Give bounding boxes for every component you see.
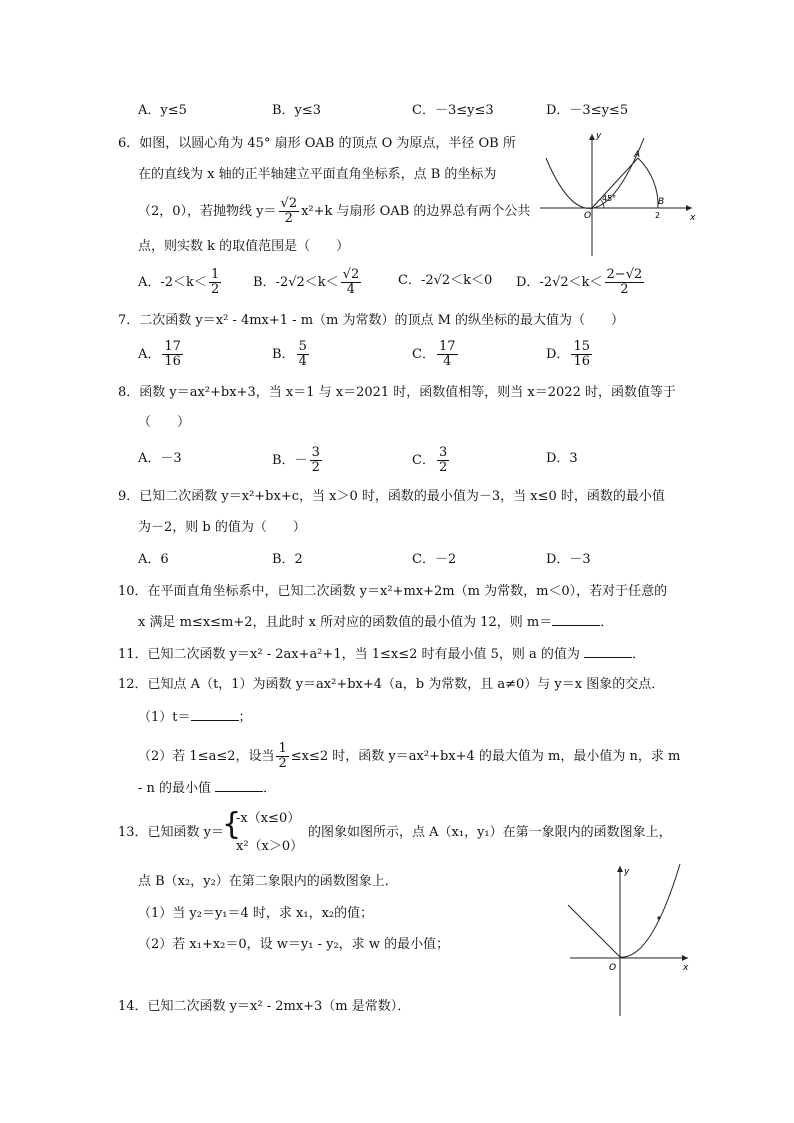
q7-option-a	[138, 340, 185, 369]
q6-option-d-num: 2−√2	[606, 267, 643, 282]
q12-part1-text: （1）t＝	[138, 710, 191, 725]
q8-option-b-text: B．－	[272, 453, 308, 468]
q6-option-d	[516, 268, 646, 297]
q7-option-d-den: 16	[573, 354, 590, 369]
q11-text: 11．已知二次函数 y＝x² - 2ax+a²+1，当 1≤x≤2 时有最小值 5，则 a 的值为 ．	[118, 647, 646, 662]
q12-part2-pre: （2）若 1≤a≤2，设当	[138, 749, 275, 764]
q13-part1: （1）当 y₂＝y₁＝4 时，求 x₁，x₂的值；	[138, 906, 374, 921]
q6-fig-two-label: 2	[655, 211, 661, 220]
q13-pre: 13．已知函数 y＝	[118, 825, 225, 840]
q7-option-a-num: 17	[164, 339, 181, 354]
q7-option-b-num: 5	[298, 339, 307, 354]
q6-option-d-text: D．-2√2＜k＜	[516, 275, 603, 290]
q5-option-c: C．－3≤y≤3	[412, 103, 494, 118]
q13-fig-y-label: y	[624, 867, 630, 877]
q6-option-b	[253, 268, 363, 297]
q6-line4: 点，则实数 k 的取值范围是（ ）	[138, 239, 350, 254]
q7-option-c-fraction	[437, 340, 458, 369]
q8-option-c-den: 2	[438, 460, 448, 475]
q8-option-b-fraction	[310, 446, 322, 475]
q9-line1: 9．已知二次函数 y＝x²+bx+c，当 x＞0 时，函数的最小值为－3，当 x≤0 时，函数的最小值	[118, 489, 665, 504]
q6-option-a-fraction	[209, 268, 221, 297]
q8-option-c-fraction	[437, 446, 449, 475]
q6-option-c: C．-2√2＜k＜0	[398, 273, 493, 288]
q11-text-body: 11．已知二次函数 y＝x² - 2ax+a²+1，当 1≤x≤2 时有最小值 5，则 a 的值为	[118, 647, 580, 662]
q9-option-d: D．－3	[546, 552, 591, 567]
q8-line1: 8．函数 y＝ax²+bx+3，当 x＝1 与 x＝2021 时，函数值相等，则当 x＝2022 时，函数值等于	[118, 385, 676, 400]
q5-option-d: D．－3≤y≤5	[546, 103, 629, 118]
q7-option-b-fraction	[297, 340, 309, 369]
q6-line3-pre: （2，0），若抛物线 y＝	[138, 204, 277, 219]
q6-option-b-fraction	[341, 268, 362, 297]
q12-part2-blank[interactable]	[215, 779, 263, 792]
q7-option-b-text: B．	[272, 347, 295, 362]
q6-fig-o-label: O	[584, 211, 592, 221]
q6-line1: 6．如图，以圆心角为 45° 扇形 OAB 的顶点 O 为原点，半径 OB 所	[118, 136, 516, 151]
q6-option-d-fraction	[605, 268, 645, 297]
q6-option-a-den: 2	[210, 282, 220, 297]
q8-option-d: D．3	[546, 451, 578, 466]
q9-option-b: B．2	[272, 552, 303, 567]
q7-option-a-fraction	[162, 340, 183, 369]
q13-figure	[566, 860, 696, 1020]
q7-option-a-den: 16	[164, 354, 181, 369]
q6-fig-angle-label: 45°	[602, 194, 617, 203]
q13-post: 的图象如图所示，点 A（x₁，y₁）在第一象限内的函数图象上，	[308, 825, 672, 840]
q9-line2: 为－2，则 b 的值为（ ）	[138, 520, 306, 535]
q12-part2-line2-text: - n 的最小值	[138, 781, 212, 796]
q6-coef-fraction: $\frac{√2}{2}$	[280, 196, 298, 226]
q12-part2-num: 1	[278, 741, 287, 756]
q7-option-b	[272, 340, 311, 369]
q7-option-a-text: A．	[138, 347, 161, 362]
q6-line3	[138, 197, 530, 226]
q13-part2: （2）若 x₁+x₂＝0，设 w＝y₁ - y₂，求 w 的最小值；	[138, 937, 450, 952]
q7-option-d-text: D．	[546, 347, 570, 362]
q5-option-a: A．y≤5	[138, 103, 187, 118]
q6-option-a	[138, 268, 223, 297]
q7-option-c-text: C．	[412, 347, 435, 362]
q8-option-b	[272, 446, 324, 475]
q10-answer-blank[interactable]	[552, 613, 600, 626]
q12-part2	[138, 742, 680, 771]
q8-option-a: A．－3	[138, 451, 182, 466]
q6-line2: 在的直线为 x 轴的正半轴建立平面直角坐标系，点 B 的坐标为	[138, 167, 497, 182]
q12-line1: 12．已知点 A（t，1）为函数 y＝ax²+bx+4（a，b 为常数，且 a≠0）与 y＝x 图象的交点．	[118, 677, 665, 692]
q7-option-c-den: 4	[443, 354, 452, 369]
q12-part1: （1）t＝ ；	[138, 710, 252, 725]
q6-option-a-num: 1	[210, 267, 220, 282]
q9-option-c: C．－2	[412, 552, 457, 567]
q12-part2-line2: - n 的最小值 ．	[138, 781, 277, 796]
q6-line3-post: x²+k 与扇形 OAB 的边界总有两个公共	[301, 204, 531, 219]
q13-fig-x-label: x	[683, 963, 689, 973]
q7-text: 7．二次函数 y＝x² - 4mx+1 - m（m 为常数）的顶点 M 的纵坐标的最大值为（ ）	[118, 313, 625, 328]
q6-option-b-num: √2	[342, 267, 360, 282]
q6-figure	[540, 128, 700, 263]
q10-line1: 10．在平面直角坐标系中，已知二次函数 y＝x²+mx+2m（m 为常数，m＜0），若对于任意的	[118, 584, 668, 599]
q12-part2-den: 2	[278, 756, 287, 771]
q12-part1-blank[interactable]	[191, 708, 239, 721]
q6-option-a-text: A．-2＜k＜	[138, 275, 207, 290]
q10-line2: x 满足 m≤x≤m+2，且此时 x 所对应的函数值的最小值为 12，则 m＝ ．	[138, 615, 614, 630]
q5-option-b: B．y≤3	[272, 103, 322, 118]
q11-answer-blank[interactable]	[584, 645, 632, 658]
q13-line2: 点 B（x₂，y₂）在第二象限内的函数图象上．	[138, 874, 398, 889]
q8-option-b-num: 3	[311, 445, 320, 460]
q8-option-c	[412, 446, 451, 475]
q7-option-d-fraction	[571, 340, 592, 369]
q6-option-d-den: 2	[620, 282, 629, 297]
q8-line2: （ ）	[138, 415, 191, 430]
q6-fig-y-label: y	[596, 131, 602, 141]
q8-option-b-den: 2	[311, 460, 320, 475]
q7-option-c	[412, 340, 460, 369]
q10-line2-text: x 满足 m≤x≤m+2，且此时 x 所对应的函数值的最小值为 12，则 m＝	[138, 615, 553, 630]
q6-option-b-text: B．-2√2＜k＜	[253, 275, 339, 290]
q6-fig-a-label: A	[634, 150, 641, 160]
q6-option-b-den: 4	[346, 282, 356, 297]
q14-text: 14．已知二次函数 y＝x² - 2mx+3（m 是常数）．	[118, 999, 411, 1014]
q12-part2-post: ≤x≤2 时，函数 y＝ax²+bx+4 的最大值为 m，最小值为 n，求 m	[290, 749, 681, 764]
q7-option-d	[546, 340, 594, 369]
q7-option-b-den: 4	[298, 354, 307, 369]
q13-fig-o-label: O	[609, 963, 617, 973]
q13-brace: {	[222, 807, 242, 842]
q6-fig-x-label: x	[690, 213, 696, 223]
q6-fig-b-label: B	[658, 197, 665, 207]
q8-option-c-text: C．	[412, 453, 435, 468]
q8-option-c-num: 3	[438, 445, 448, 460]
q7-option-c-num: 17	[438, 339, 456, 354]
q9-option-a: A．6	[138, 552, 169, 567]
q13-case2: x²（x＞0）	[236, 839, 304, 854]
q7-option-d-num: 15	[573, 339, 590, 354]
q12-part2-fraction	[276, 742, 288, 771]
q13-case1: -x（x≤0）	[236, 811, 301, 826]
